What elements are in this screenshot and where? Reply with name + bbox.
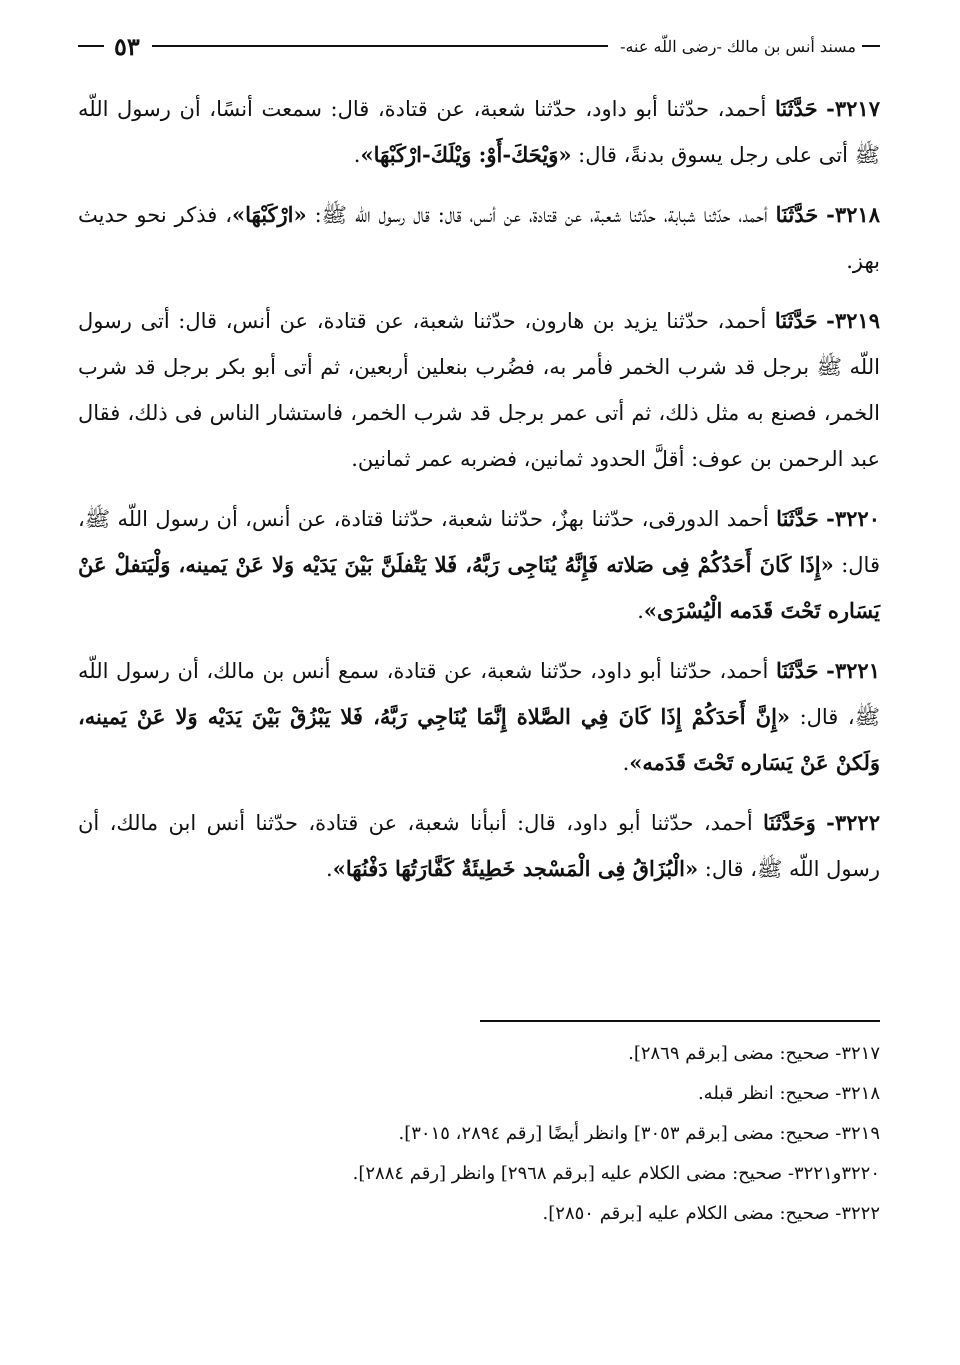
page-number: ٥٣ (114, 31, 140, 61)
hadith-text-end: . (622, 751, 630, 775)
footnote-number: ٣٢٢٠و٣٢٢١- (787, 1163, 880, 1184)
running-header (78, 28, 880, 64)
header-rule (152, 45, 608, 47)
footnote-number: ٣٢٢٢- (835, 1203, 880, 1224)
hadith-number: ٣٢٢٢- (826, 810, 880, 835)
footnote-3220-3221 (78, 1154, 880, 1194)
footnote-grade: صحيح: (779, 1203, 836, 1224)
hadith-opening: حَدَّثَنَا (775, 202, 819, 227)
footnote-number: ٣٢١٩- (835, 1123, 880, 1144)
footnote-text: مضى [برقم ٢٨٦٩]. (628, 1043, 780, 1064)
hadith-text: أحمد، حدّثنا أبو داود، حدّثنا شعبة، عن قتادة، قال: سمعت أنسًا، أن رسول اللّه ﷺ أتى على رجل يسوق بدنةً، قال: (78, 97, 880, 167)
hadith-text: أحمد، حدّثنا أبو داود، قال: أنبأنا شعبة، عن قتادة، حدّثنا أنس ابن مالك، أن رسول اللّه ﷺ، قال: (78, 811, 880, 881)
prophetic-quote: «إِذَا كَانَ أَحَدُكُمْ فِى صَلاته فَإِنَّهُ يُنَاجِى رَبَّهُ، فَلا يَتْفلَنَّ بَيْنَ يَدَيْه وَلا عَنْ يَمينه، وَلْيَتفلْ عَنْ يَسَاره تَحْتَ قَدَمه الْيُسْرَى» (78, 552, 880, 623)
hadith-text-end: . (326, 857, 333, 881)
hadith-text: أحمد الدورقى، حدّثنا بهزٌ، حدّثنا شعبة، حدّثنا قتادة، عن أنس، أن رسول اللّه ﷺ، قال: (78, 507, 880, 577)
footnote-3222 (78, 1194, 880, 1234)
hadith-opening: حَدَّثَنَا (774, 96, 818, 121)
hadith-opening: حَدَّثَنَا (776, 506, 819, 531)
header-dash-end (78, 45, 104, 47)
hadith-text-end: ، فذكر نحو حديث بهز. (78, 203, 880, 273)
hadith-text: أحمد، حدّثنا شبابة، حدّثنا شعبة، عن قتادة، عن أنس، قال: قال رسول اللّه ﷺ: (306, 203, 776, 227)
hadith-number: ٣٢٢٠- (826, 506, 880, 531)
hadith-number: ٣٢١٧- (826, 96, 880, 121)
hadith-3218 (78, 192, 880, 284)
hadith-3222 (78, 800, 880, 892)
hadith-opening: وَحَدَّثَنَا (763, 810, 816, 835)
footnote-number: ٣٢١٧- (835, 1043, 880, 1064)
prophetic-quote: «وَيْحَكَ-أَوْ: وَيْلَكَ-ارْكَبْهَا» (360, 142, 572, 167)
hadith-body (78, 86, 880, 906)
footnotes (78, 1034, 880, 1234)
prophetic-quote: «إِنَّ أَحَدَكُمْ إِذَا كَانَ فِي الصَّلاة إِنَّمَا يُنَاجِي رَبَّهُ، فَلا يَبْزُقْ بَيْنَ يَدَيْه وَلا عَنْ يَمينه، وَلَكنْ عَنْ يَسَاره تَحْتَ قَدَمه» (78, 704, 880, 775)
footnote-text: مضى الكلام عليه [برقم ٢٩٦٨] وانظر [رقم ٢٨٨٤]. (352, 1163, 733, 1184)
hadith-number: ٣٢٢١- (826, 658, 880, 683)
running-title: مسند أنس بن مالك -رضى اللّه عنه- (620, 36, 856, 56)
footnote-3219 (78, 1114, 880, 1154)
prophetic-quote: «الْبُزَاقُ فِى الْمَسْجد خَطِيئَةٌ كَفَّارَتُهَا دَفْنُهَا» (332, 856, 699, 881)
footnote-text: مضى [برقم ٣٠٥٣] وانظر أيضًا [رقم ٢٨٩٤، ٣٠١٥]. (398, 1123, 780, 1144)
footnote-text: انظر قبله. (697, 1083, 780, 1104)
hadith-3220 (78, 496, 880, 634)
hadith-opening: حَدَّثَنَا (774, 308, 818, 333)
footnote-separator (480, 1020, 880, 1022)
hadith-3217 (78, 86, 880, 178)
hadith-text-end: . (637, 599, 644, 623)
header-dash (862, 45, 880, 47)
footnote-3217 (78, 1034, 880, 1074)
hadith-3221 (78, 648, 880, 786)
hadith-text: أحمد، حدّثنا أبو داود، حدّثنا شعبة، عن قتادة، سمع أنس بن مالك، أن رسول اللّه ﷺ، قال: (78, 659, 880, 729)
footnote-number: ٣٢١٨- (835, 1083, 880, 1104)
footnote-grade: صحيح: (779, 1123, 836, 1144)
footnote-grade: صحيح: (779, 1083, 836, 1104)
hadith-number: ٣٢١٩- (826, 308, 880, 333)
hadith-3219 (78, 298, 880, 482)
hadith-opening: حَدَّثَنَا (775, 658, 819, 683)
footnote-3218 (78, 1074, 880, 1114)
footnote-grade: صحيح: (732, 1163, 788, 1184)
prophetic-quote: «ارْكَبْهَا» (231, 202, 307, 227)
hadith-text: أحمد، حدّثنا يزيد بن هارون، حدّثنا شعبة، عن قتادة، عن أنس، قال: أتى رسول اللّه ﷺ برجل قد شرب الخمر فأمر به، فضُرب بنعلين أربعين، ثم أتى أبو بكر برجل قد شرب الخمر، فصنع به مثل ذلك، ثم أتى عمر برجل قد شرب الخمر، فاستشار الناس فى ذلك، فقال عبد الرحمن بن عوف: أقلَّ الحدود ثمانين، فضربه عمر ثمانين. (78, 309, 880, 471)
hadith-text-end: . (353, 143, 361, 167)
footnote-grade: صحيح: (779, 1043, 836, 1064)
hadith-number: ٣٢١٨- (826, 202, 880, 227)
footnote-text: مضى الكلام عليه [برقم ٢٨٥٠]. (542, 1203, 780, 1224)
